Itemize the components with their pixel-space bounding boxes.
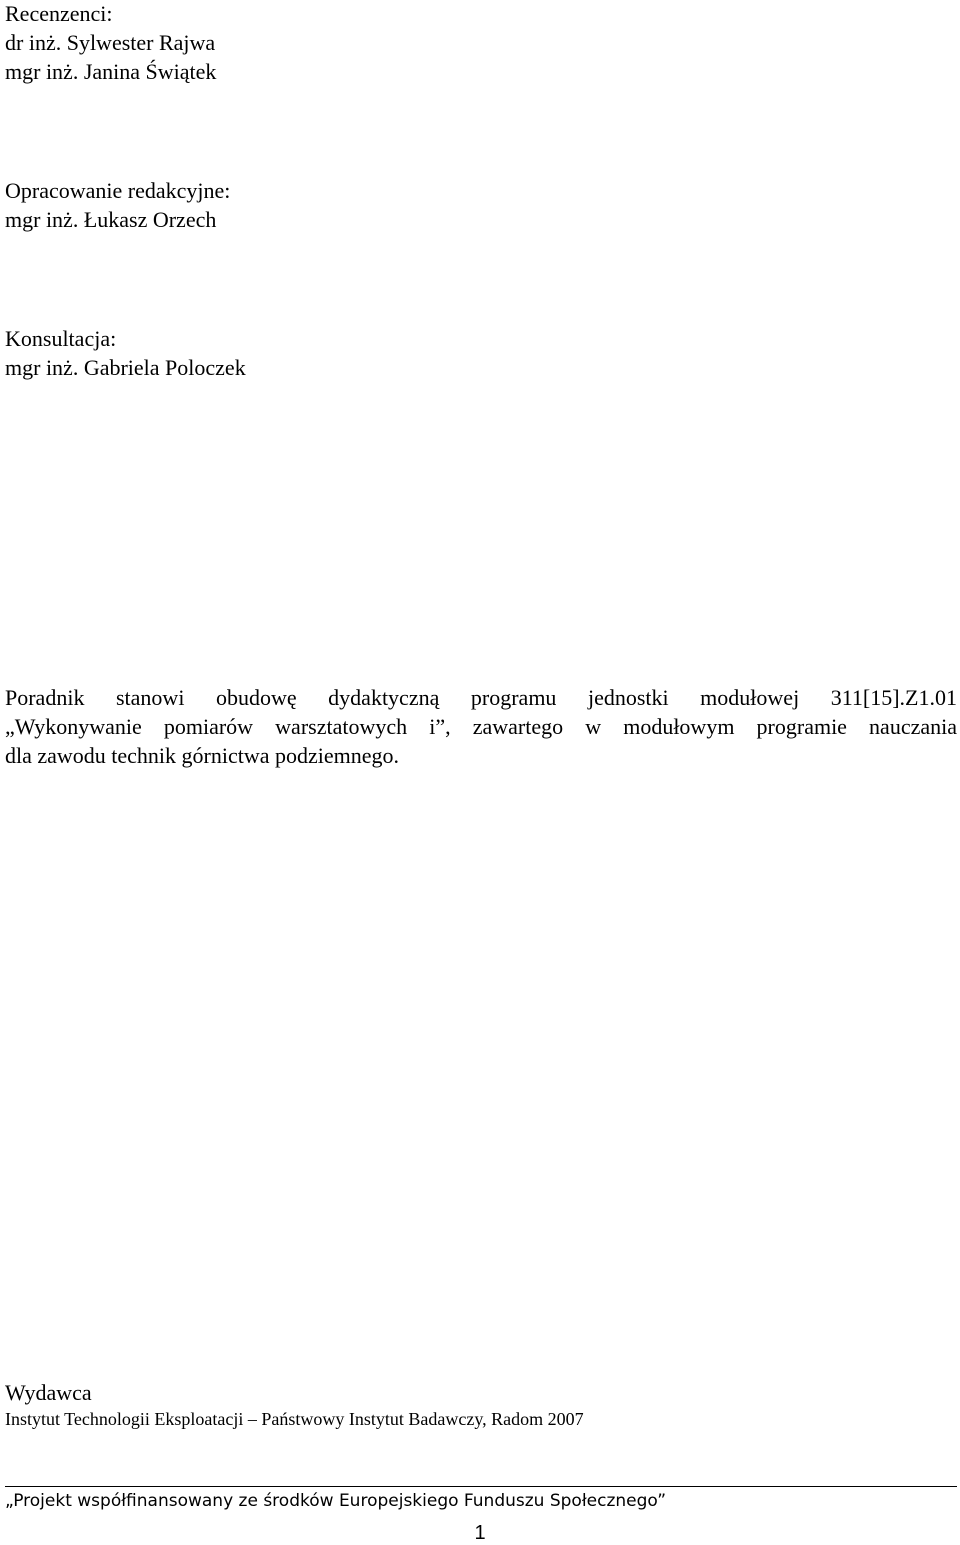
reviewers-heading: Recenzenci: [5, 1, 113, 26]
consultation-heading: Konsultacja: [5, 326, 117, 351]
editor-name: mgr inż. Łukasz Orzech [5, 207, 217, 232]
description-paragraph [5, 683, 957, 770]
reviewer-name: mgr inż. Janina Świątek [5, 59, 217, 84]
editorial-heading: Opracowanie redakcyjne: [5, 178, 231, 203]
publisher-detail: Instytut Technologii Eksploatacji – Państwowy Instytut Badawczy, Radom 2007 [5, 1409, 584, 1429]
description-line: „Wykonywanie pomiarów warsztatowych i”, zawartego w modułowym programie nauczania [5, 714, 957, 739]
funding-note: „Projekt współfinansowany ze środków Europejskiego Funduszu Społecznego” [5, 1491, 667, 1511]
consultant-name: mgr inż. Gabriela Poloczek [5, 355, 246, 380]
page-number: 1 [474, 1522, 486, 1544]
description-line: Poradnik stanowi obudowę dydaktyczną programu jednostki modułowej 311[15].Z1.01 [5, 685, 957, 710]
footer-divider [5, 1486, 957, 1487]
publisher-heading: Wydawca [5, 1380, 92, 1405]
description-line: dla zawodu technik górnictwa podziemnego. [5, 743, 400, 768]
reviewer-name: dr inż. Sylwester Rajwa [5, 30, 216, 55]
